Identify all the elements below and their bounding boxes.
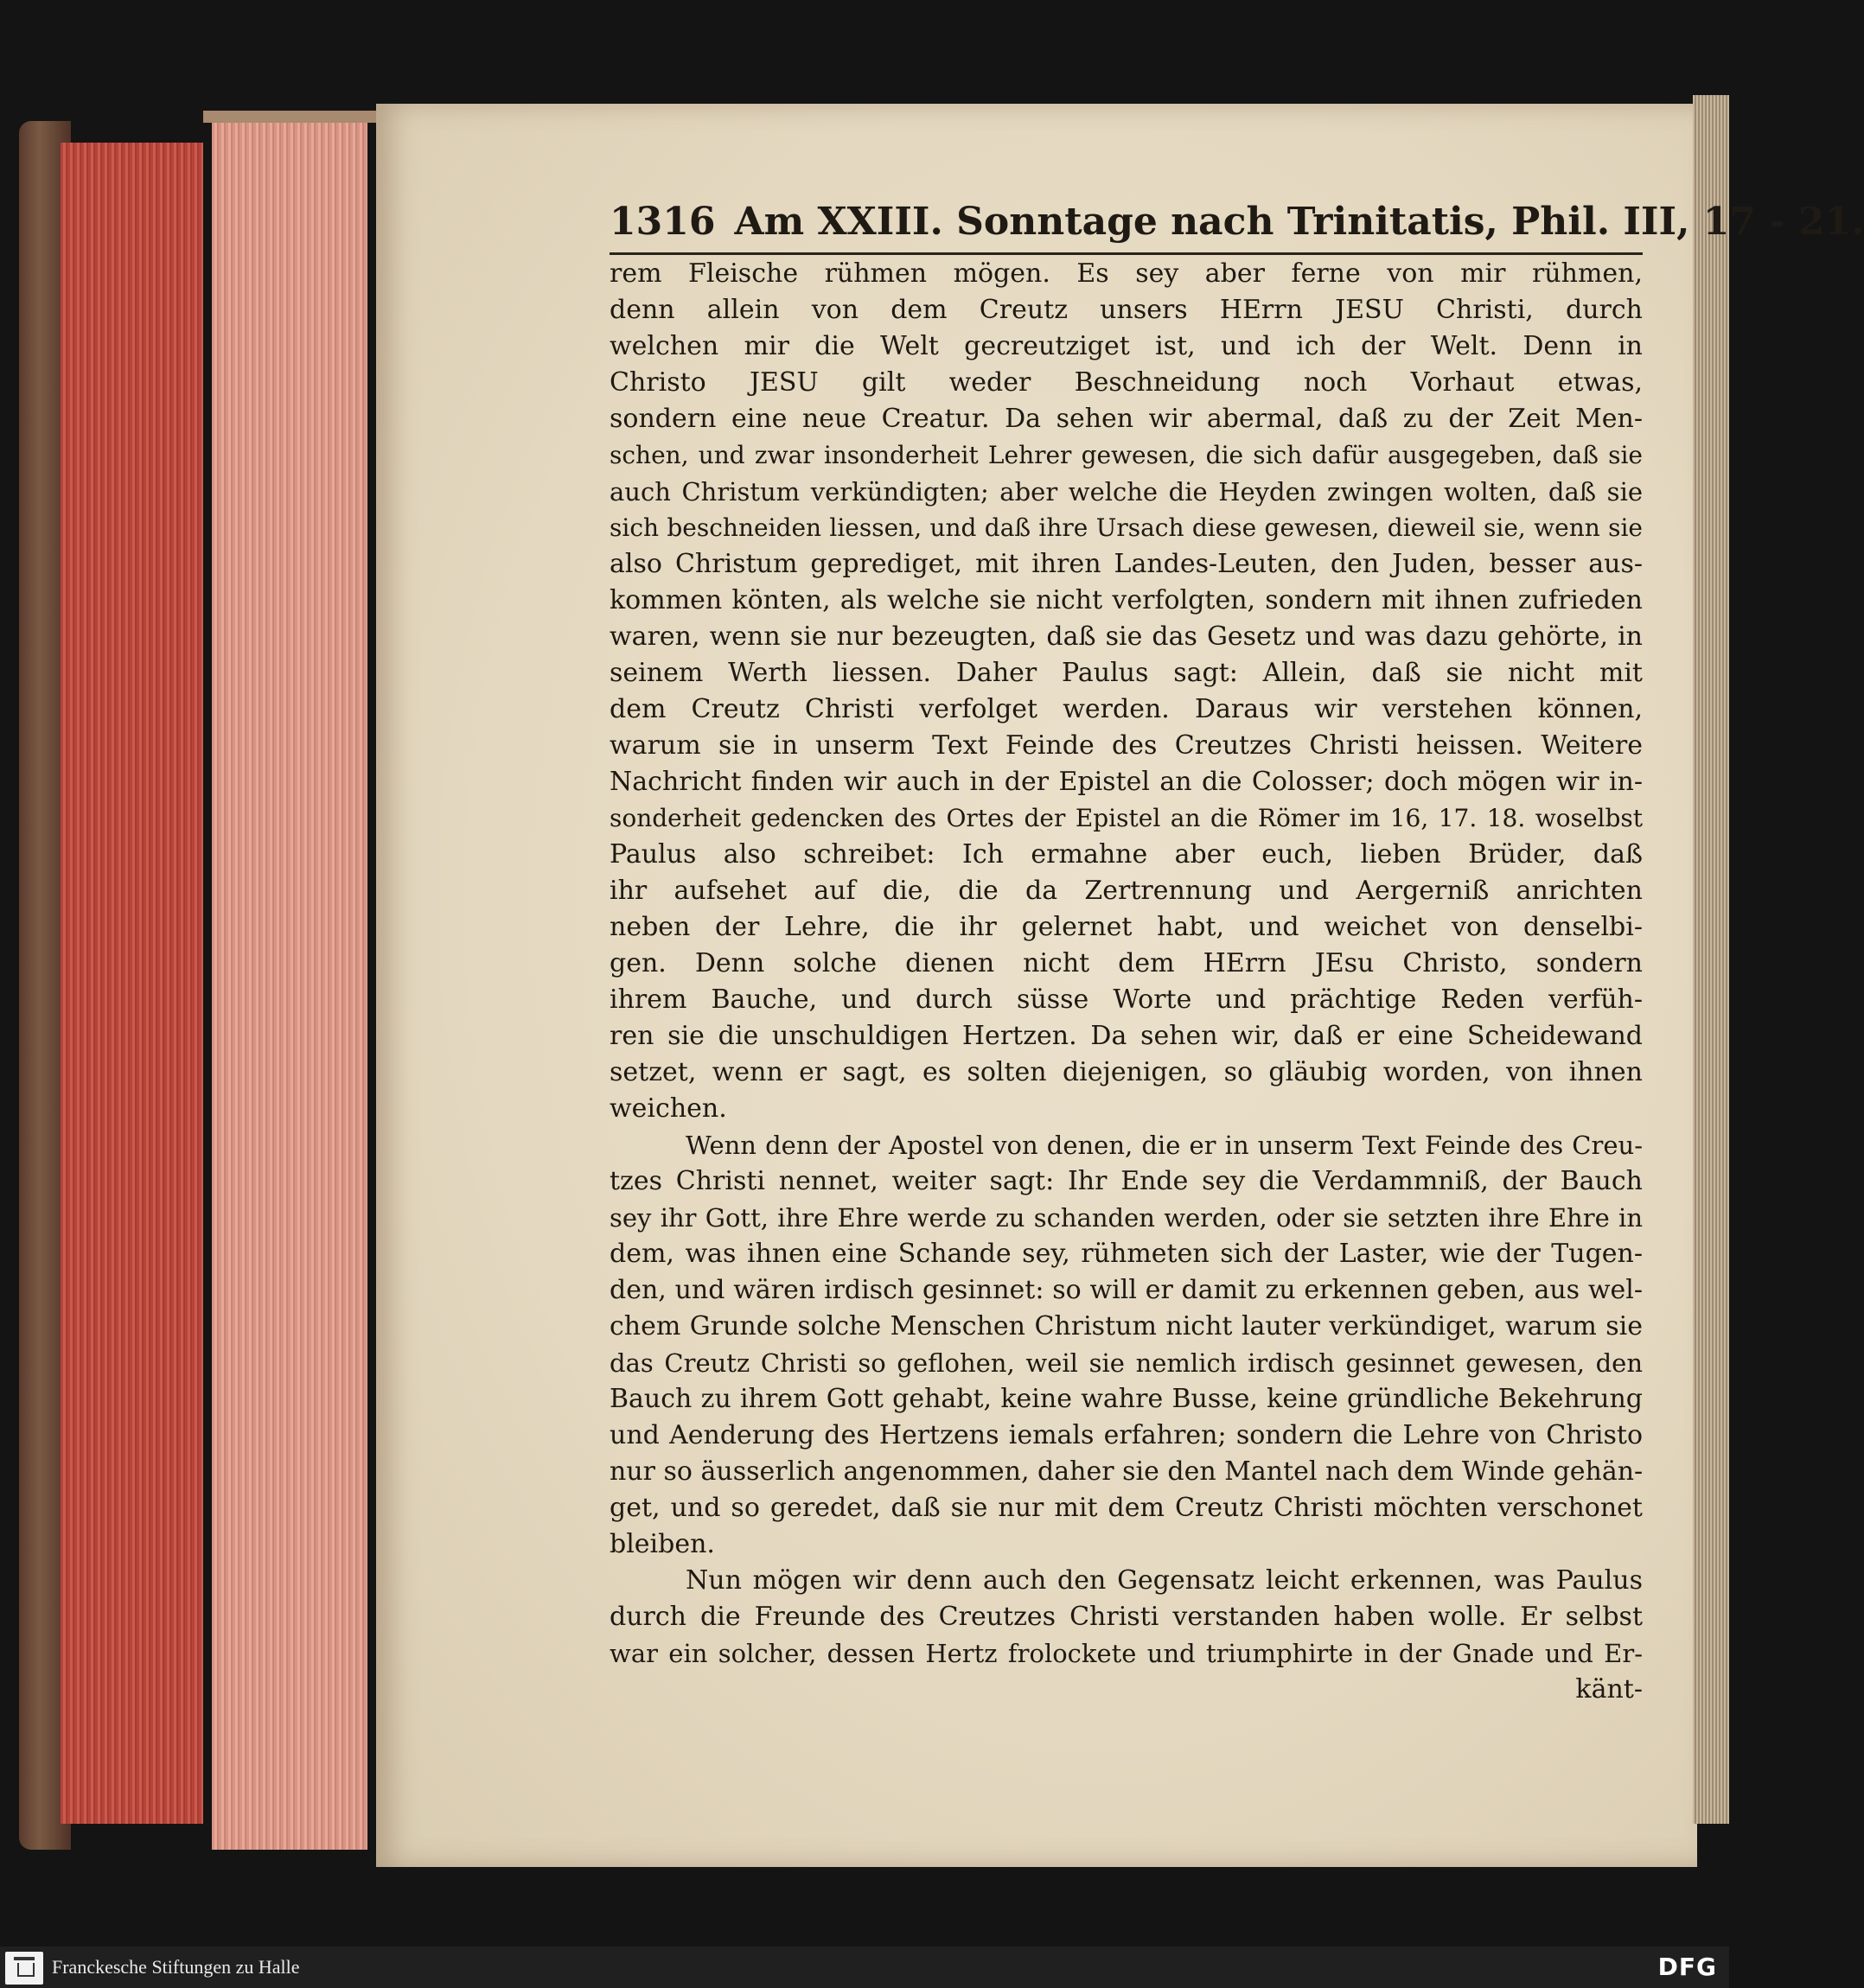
text-line: auch Christum verkündigten; aber welche die Heyden zwingen wolten, daß sie [610,477,1643,507]
text-line: Christo JESU gilt weder Beschneidung noch Vorhaut etwas, [610,367,1643,398]
header-rule [610,252,1643,255]
text-line: war ein solcher, dessen Hertz frolockete und triumphirte in der Gnade und Er- [610,1639,1643,1668]
text-line: und Aenderung des Hertzens iemals erfahren; sondern die Lehre von Christo [610,1420,1643,1450]
page-edges-fore [212,112,367,1850]
text-line: chem Grunde solche Menschen Christum nicht lauter verkündiget, warum sie [610,1311,1643,1341]
text-line: welchen mir die Welt gecreutziget ist, und ich der Welt. Denn in [610,331,1643,361]
page-edges-red [61,143,203,1824]
text-line: Nachricht finden wir auch in der Epistel an die Colosser; doch mögen wir in- [610,767,1643,797]
text-line: sich beschneiden liessen, und daß ihre Ursach diese gewesen, dieweil sie, wenn sie [610,513,1643,542]
text-line: weichen. [610,1093,727,1124]
text-line: ihrem Bauche, und durch süsse Worte und prächtige Reden verfüh- [610,984,1643,1015]
text-line: dem Creutz Christi verfolget werden. Daraus wir verstehen können, [610,694,1643,724]
text-line: Bauch zu ihrem Gott gehabt, keine wahre Busse, keine gründliche Bekehrung [610,1384,1643,1414]
text-line: bleiben. [610,1529,715,1559]
page-number: 1316 [610,200,716,244]
text-line: also Christum geprediget, mit ihren Landes-Leuten, den Juden, besser aus- [610,549,1643,579]
text-line: denn allein von dem Creutz unsers HErrn JESU Christi, durch [610,295,1643,325]
text-line: durch die Freunde des Creutzes Christi verstanden haben wolle. Er selbst [610,1602,1643,1632]
text-line: Nun mögen wir denn auch den Gegensatz leicht erkennen, was Paulus [686,1565,1643,1596]
page-right-edge [1693,95,1729,1824]
catchword: känt- [1575,1674,1643,1704]
text-line: schen, und zwar insonderheit Lehrer gewesen, die sich dafür ausgegeben, daß sie [610,441,1643,469]
text-line: seinem Werth liessen. Daher Paulus sagt: Allein, daß sie nicht mit [610,658,1643,688]
text-line: gen. Denn solche dienen nicht dem HErrn JEsu Christo, sondern [610,948,1643,978]
text-line: kommen könten, als welche sie nicht verfolgten, sondern mit ihnen zufrieden [610,585,1643,615]
text-line: das Creutz Christi so geflohen, weil sie nemlich irdisch gesinnet gewesen, den [610,1348,1643,1378]
running-title: Am XXIII. Sonntage nach Trinitatis, Phil. III, 17 - 21. [734,200,1864,244]
text-line: Wenn denn der Apostel von denen, die er in unserm Text Feinde des Creu- [686,1131,1643,1160]
text-line: neben der Lehre, die ihr gelernet habt, und weichet von denselbi- [610,912,1643,942]
text-line: tzes Christi nennet, weiter sagt: Ihr Ende sey die Verdammniß, der Bauch [610,1166,1643,1196]
text-line: nur so äusserlich angenommen, daher sie den Mantel nach dem Winde gehän- [610,1456,1644,1487]
text-line: waren, wenn sie nur bezeugten, daß sie das Gesetz und was dazu gehörte, in [610,621,1643,652]
text-line: Paulus also schreibet: Ich ermahne aber euch, lieben Brüder, daß [610,839,1643,870]
dfg-logo: DFG [1657,1953,1717,1981]
viewer-footer [0,1947,1729,1988]
text-line: rem Fleische rühmen mögen. Es sey aber ferne von mir rühmen, [610,258,1643,289]
text-line: ren sie die unschuldigen Hertzen. Da sehen wir, daß er eine Scheidewand [610,1021,1643,1051]
running-head [610,197,1864,247]
text-line: dem, was ihnen eine Schande sey, rühmeten sich der Laster, wie der Tugen- [610,1239,1643,1269]
text-line: sonderheit gedencken des Ortes der Epistel an die Römer im 16, 17. 18. woselbst [610,804,1643,832]
text-line: ihr aufsehet auf die, die da Zertrennung und Aergerniß anrichten [610,876,1643,906]
text-line: get, und so geredet, daß sie nur mit dem Creutz Christi möchten verschonet [610,1493,1643,1523]
body-text [610,256,1643,1708]
text-line: den, und wären irdisch gesinnet: so will er damit zu erkennen geben, aus wel- [610,1275,1643,1305]
institution-name: Franckesche Stiftungen zu Halle [52,1956,300,1978]
text-line: warum sie in unserm Text Feinde des Creutzes Christi heissen. Weitere [610,730,1643,761]
text-line: sondern eine neue Creatur. Da sehen wir abermal, daß zu der Zeit Men- [610,404,1643,434]
text-line: setzet, wenn er sagt, es solten diejenigen, so gläubig worden, von ihnen [610,1057,1643,1087]
institution-logo-icon [5,1952,43,1985]
text-line: sey ihr Gott, ihre Ehre werde zu schanden werden, oder sie setzten ihre Ehre in [610,1203,1643,1233]
